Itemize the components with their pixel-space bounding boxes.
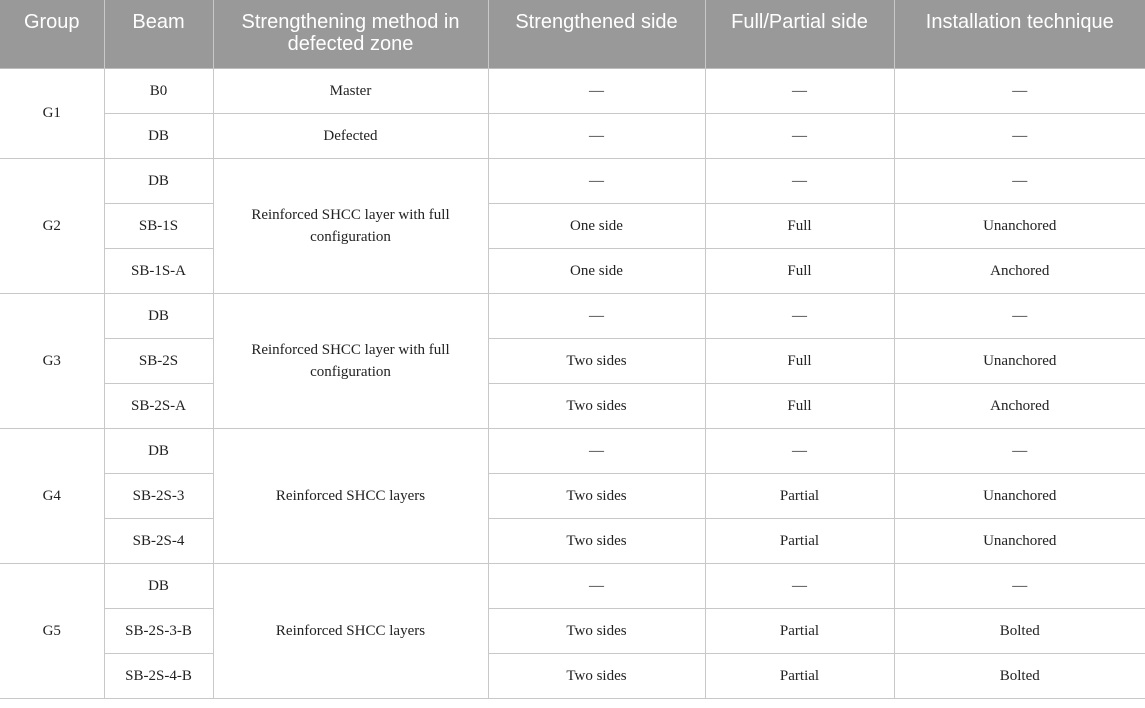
header-strengthened-side: Strengthened side — [488, 0, 705, 68]
installation-cell: Bolted — [894, 653, 1145, 698]
table-header — [0, 0, 1145, 68]
beam-cell: DB — [104, 113, 213, 158]
table-row — [0, 608, 1145, 653]
beam-cell: DB — [104, 293, 213, 338]
beam-cell: SB-2S — [104, 338, 213, 383]
side-cell: — — [488, 158, 705, 203]
beam-cell: SB-2S-4 — [104, 518, 213, 563]
beam-cell: B0 — [104, 68, 213, 113]
side-cell: — — [488, 113, 705, 158]
full-partial-cell: Partial — [705, 608, 894, 653]
installation-cell: Unanchored — [894, 518, 1145, 563]
beam-cell: SB-2S-4-B — [104, 653, 213, 698]
beam-cell: DB — [104, 563, 213, 608]
beam-cell: SB-2S-A — [104, 383, 213, 428]
installation-cell: Bolted — [894, 608, 1145, 653]
beam-cell: DB — [104, 158, 213, 203]
method-cell: Reinforced SHCC layers — [213, 428, 488, 563]
table-row — [0, 653, 1145, 698]
group-cell: G3 — [0, 293, 104, 428]
full-partial-cell: Partial — [705, 653, 894, 698]
method-cell: Reinforced SHCC layers — [213, 563, 488, 698]
table-row — [0, 338, 1145, 383]
table-row — [0, 518, 1145, 563]
table-row — [0, 293, 1145, 338]
side-cell: — — [488, 293, 705, 338]
full-partial-cell: Partial — [705, 518, 894, 563]
installation-cell: — — [894, 428, 1145, 473]
installation-cell: Unanchored — [894, 203, 1145, 248]
method-cell: Reinforced SHCC layer with full configuration — [213, 158, 488, 293]
beam-cell: SB-1S — [104, 203, 213, 248]
beam-cell: SB-2S-3 — [104, 473, 213, 518]
installation-cell: Anchored — [894, 383, 1145, 428]
header-beam: Beam — [104, 0, 213, 68]
group-cell: G2 — [0, 158, 104, 293]
side-cell: Two sides — [488, 338, 705, 383]
side-cell: — — [488, 563, 705, 608]
beam-cell: SB-2S-3-B — [104, 608, 213, 653]
table-row — [0, 473, 1145, 518]
beam-cell: DB — [104, 428, 213, 473]
side-cell: One side — [488, 248, 705, 293]
table-body — [0, 68, 1145, 698]
table-row — [0, 563, 1145, 608]
table-row — [0, 158, 1145, 203]
group-cell: G4 — [0, 428, 104, 563]
beam-cell: SB-1S-A — [104, 248, 213, 293]
full-partial-cell: Full — [705, 383, 894, 428]
method-cell: Master — [213, 68, 488, 113]
group-cell: G5 — [0, 563, 104, 698]
full-partial-cell: — — [705, 68, 894, 113]
side-cell: — — [488, 68, 705, 113]
table-row — [0, 428, 1145, 473]
table-row — [0, 68, 1145, 113]
full-partial-cell: Full — [705, 248, 894, 293]
header-installation-technique: Installation technique — [894, 0, 1145, 68]
group-cell: G1 — [0, 68, 104, 158]
installation-cell: — — [894, 158, 1145, 203]
installation-cell: Unanchored — [894, 473, 1145, 518]
full-partial-cell: Partial — [705, 473, 894, 518]
header-full-partial-side: Full/Partial side — [705, 0, 894, 68]
full-partial-cell: Full — [705, 203, 894, 248]
table-row — [0, 248, 1145, 293]
full-partial-cell: — — [705, 563, 894, 608]
full-partial-cell: — — [705, 293, 894, 338]
full-partial-cell: — — [705, 158, 894, 203]
installation-cell: Unanchored — [894, 338, 1145, 383]
full-partial-cell: Full — [705, 338, 894, 383]
full-partial-cell: — — [705, 428, 894, 473]
side-cell: Two sides — [488, 653, 705, 698]
side-cell: Two sides — [488, 518, 705, 563]
side-cell: — — [488, 428, 705, 473]
header-strengthening-method: Strengthening method in defected zone — [213, 0, 488, 68]
installation-cell: — — [894, 563, 1145, 608]
table-row — [0, 383, 1145, 428]
installation-cell: Anchored — [894, 248, 1145, 293]
method-cell: Reinforced SHCC layer with full configuration — [213, 293, 488, 428]
side-cell: Two sides — [488, 383, 705, 428]
full-partial-cell: — — [705, 113, 894, 158]
installation-cell: — — [894, 68, 1145, 113]
header-row — [0, 0, 1145, 68]
installation-cell: — — [894, 113, 1145, 158]
side-cell: Two sides — [488, 473, 705, 518]
installation-cell: — — [894, 293, 1145, 338]
side-cell: One side — [488, 203, 705, 248]
side-cell: Two sides — [488, 608, 705, 653]
table-row — [0, 203, 1145, 248]
header-group: Group — [0, 0, 104, 68]
method-cell: Defected — [213, 113, 488, 158]
table-row — [0, 113, 1145, 158]
